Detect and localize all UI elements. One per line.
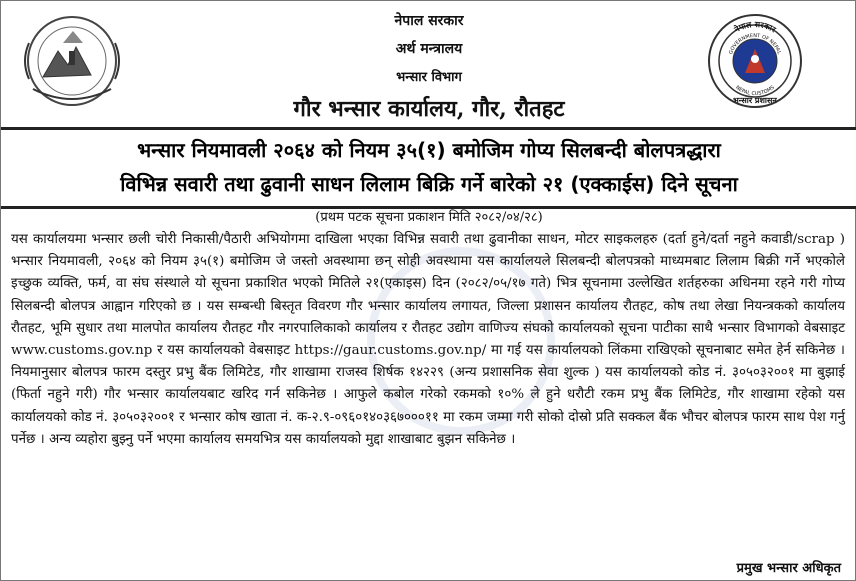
- seal-bottom-ring-text: NEPAL CUSTOMS: [734, 84, 776, 98]
- nepal-customs-seal-icon: [707, 13, 803, 109]
- notice-title-band: [1, 127, 856, 209]
- letterhead: [1, 1, 856, 127]
- seal-bottom-text: भन्सार प्रशासन: [733, 96, 777, 105]
- office-title: गौर भन्सार कार्यालय, गौर, रौतहट: [293, 96, 565, 122]
- notice-title-line-2: विभिन्न सवारी तथा ढुवानी साधन लिलाम बिक्रि गर्ने बारेको २१ (एक्काईस) दिने सूचना: [120, 172, 738, 196]
- seal-top-text: नेपाल सरकार: [732, 19, 778, 35]
- notice-body: यस कार्यालयमा भन्सार छली चोरी निकासी/पैठारी अभियोगमा दाखिला भएका विभिन्न सवारी तथा ढुवानीका साधन, मोटर साइकलहरु (दर्ता हुने/दर्ता नहुने कवाडी/scrap ) भन्सार नियमावली, २०६४ को नियम ३५(१) बमोजिम जे जस्तो अवस्थामा छन् सोही अवस्थामा यस कार्यालयले सिलबन्दी बोलपत्रको माध्यमबाट लिलाम बिक्री गर्ने भएकोले इच्छुक व्यक्ति, फर्म, वा संघ संस्थाले यो सूचना प्रकाशित भएको मितिले २१(एकाइस) दिन (२०८२/०५/१७ गते) भित्र सूचनामा उल्लेखित शर्तहरुका अधिनमा रहने गरी गोप्य सिलबन्दी बोलपत्र आह्वान गरिएको छ । यस सम्बन्धी बिस्तृत विवरण गौर भन्सार कार्यालय लगायत, जिल्ला प्रशासन कार्यालय रौतहट, कोष तथा लेखा नियन्त्रकको कार्यालय रौतहट, भूमि सुधार तथा मालपोत कार्यालय रौतहट गौर नगरपालिकाको कार्यालय र रौतहट उद्योग वाणिज्य संघको कार्यालयको सूचना पाटीका साथै भन्सार विभागको वेबसाइट www.customs.gov.np र यस कार्यालयको वेबसाइट https://gaur.customs.gov.np/ मा गई यस कार्यालयको लिंकमा राखिएको सूचनाबाट समेत हेर्न सकिनेछ । नियमानुसार बोलपत्र फारम दस्तुर प्रभु बैंक लिमिटेड, गौर शाखामा राजस्व शिर्षक १४२२९ (अन्य प्रशासनिक सेवा शुल्क ) यस कार्यालयको कोड नं. ३०५०३२००१ मा बुझाई (फिर्ता नहुने गरी) गौर भन्सार कार्यालयबाट खरिद गर्न सकिनेछ । आफुले कबोल गरेको रकमको १०% ले हुने धरौटी रकम प्रभु बैंक लिमिटेड, गौर शाखामा रहेको यस कार्यालयको कोड नं. ३०५०३२००१ र भन्सार कोष खाता नं. क-२.९-०९६०१४०३६७०००११ मा रकम जम्मा गरी सोको दोस्रो प्रति सक्कल बैंक भौचर बोलपत्र फारम साथ पेश गर्नु पर्नेछ । अन्य व्यहोरा बुझ्नु पर्ने भएमा कार्यालय समयभित्र यस कार्यालयको मुद्दा शाखाबाट बुझन सकिनेछ ।: [11, 232, 845, 447]
- seal-ring-text: GOVERNMENT OF NEPAL: [728, 32, 782, 56]
- ministry-line: अर्थ मन्त्रालय: [395, 41, 463, 57]
- signature-title: प्रमुख भन्सार अधिकृत: [736, 561, 841, 576]
- government-line: नेपाल सरकार: [394, 13, 464, 29]
- notice-title-line-1: भन्सार नियमावली २०६४ को नियम ३५(१) बमोजिम गोप्य सिलबन्दी बोलपत्रद्धारा: [137, 138, 721, 162]
- department-line: भन्सार विभाग: [396, 70, 462, 85]
- publication-date: (प्रथम पटक सूचना प्रकाशन मिति २०८२/०४/२८): [315, 210, 543, 225]
